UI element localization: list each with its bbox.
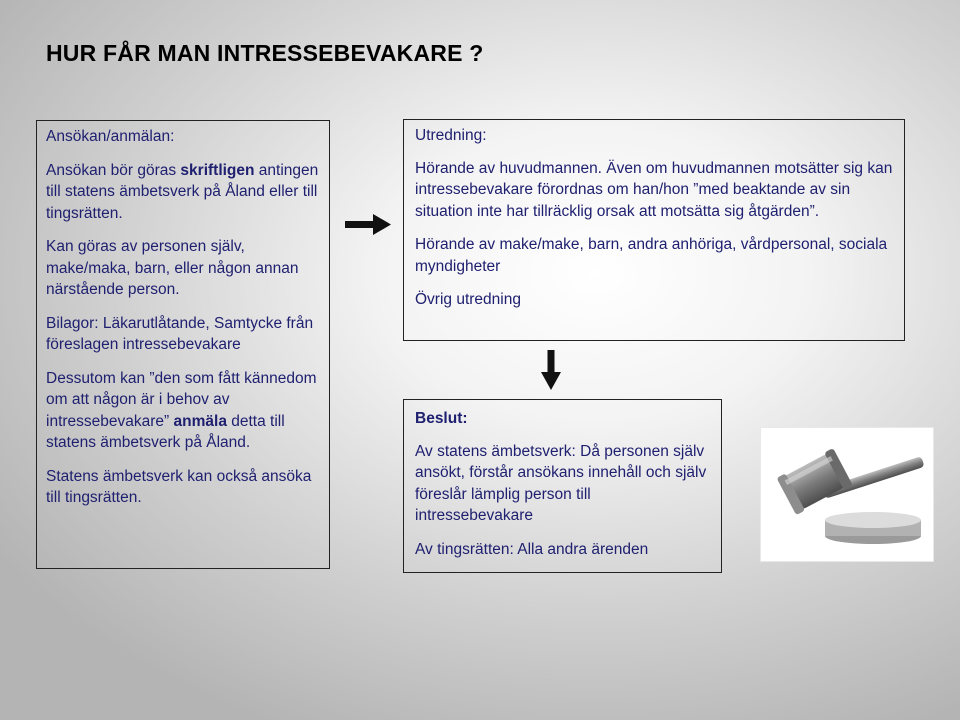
decision-heading: Beslut: (415, 410, 468, 427)
investigation-paragraph-1: Hörande av huvudmannen. Även om huvudmannen motsätter sig kan intressebevakare förordnas om han/hon ”med beaktande av sin situation inte har tillräcklig orsak att motsätta sig åtgärden”. (415, 159, 893, 220)
application-paragraph-3: Bilagor: Läkarutlåtande, Samtycke från föreslagen intressebevakare (46, 314, 314, 353)
investigation-heading: Utredning: (415, 127, 487, 144)
investigation-paragraph-2: Hörande av make/make, barn, andra anhöriga, vårdpersonal, sociala myndigheter (415, 236, 888, 275)
text-span: Dessutom kan ”den som fått kännedom om att någon är i behov av intressebevakare” (46, 369, 317, 430)
decision-box (403, 399, 722, 573)
emphasis-text: anmäla (173, 412, 227, 430)
investigation-paragraph-3: Övrig utredning (415, 291, 521, 308)
application-paragraph-5: Statens ämbetsverk kan också ansöka till tingsrätten. (46, 467, 312, 506)
investigation-box (403, 119, 905, 341)
down-arrow-icon (540, 350, 562, 395)
gavel-icon (760, 427, 934, 562)
text-span: antingen till statens ämbetsverk på Åland eller till tingsrätten. (46, 161, 319, 222)
application-box (36, 120, 330, 569)
page-title: HUR FÅR MAN INTRESSEBEVAKARE ? (46, 40, 484, 66)
text-span: detta till statens ämbetsverk på Åland. (46, 412, 285, 451)
application-paragraph-1 (46, 160, 320, 225)
decision-paragraph-2: Av tingsrätten: Alla andra ärenden (415, 540, 649, 558)
emphasis-text: skriftligen (180, 161, 255, 179)
decision-paragraph-1: Av statens ämbetsverk: Då personen själv ansökt, förstår ansökans innehåll och själv föreslår lämplig person till intressebevakare (415, 442, 707, 524)
application-heading: Ansökan/anmälan: (46, 128, 175, 145)
application-paragraph-2: Kan göras av personen själv, make/maka, barn, eller någon annan närstående person. (46, 238, 299, 298)
application-paragraph-4 (46, 368, 320, 454)
text-span: Ansökan bör göras (46, 161, 181, 179)
right-arrow-icon (345, 213, 391, 242)
